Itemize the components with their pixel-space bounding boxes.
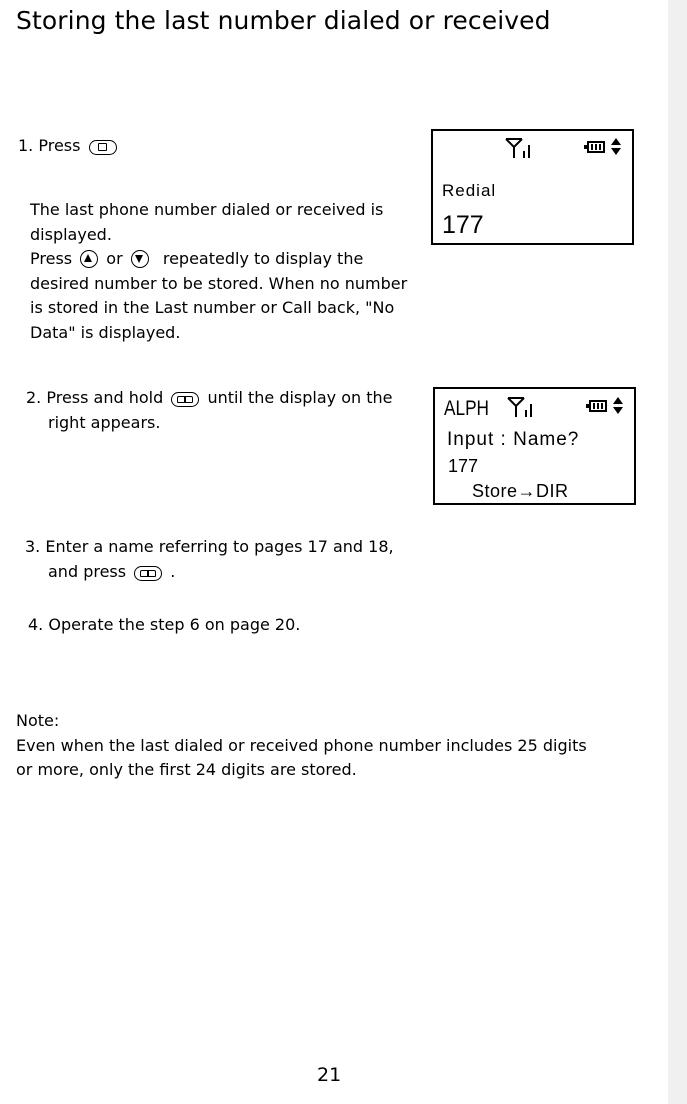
- press-label: Press: [30, 249, 73, 268]
- lcd-line-1: Input : Name?: [447, 429, 580, 450]
- note-line: Even when the last dialed or received phone number includes 25 digits: [16, 735, 587, 755]
- page-edge: [668, 0, 687, 1104]
- scroll-arrows-icon: [613, 397, 623, 415]
- lcd-line-2: 177: [448, 456, 479, 476]
- lcd-mode: ALPH: [444, 397, 489, 420]
- scroll-arrows-icon: [611, 138, 621, 156]
- phonebook-key-icon: [171, 392, 199, 407]
- note: [16, 709, 587, 783]
- desc-line: is stored in the Last number or Call back, "No: [30, 298, 395, 317]
- lcd-line-3: Store→DIR: [472, 481, 569, 501]
- step-3: [25, 535, 394, 584]
- lcd-display-redial: [431, 129, 634, 245]
- lcd-display-input-name: [433, 387, 636, 505]
- step-2: [26, 386, 393, 435]
- step-2-line-2: right appears.: [48, 412, 161, 432]
- desc-line: desired number to be stored. When no number: [30, 273, 408, 293]
- step-1: [18, 134, 120, 159]
- repeat-text: repeatedly to display the: [162, 249, 364, 268]
- page-number: 21: [317, 1064, 342, 1086]
- down-arrow-key-icon: [131, 250, 149, 268]
- step-1-description: [30, 198, 407, 345]
- up-arrow-key-icon: [80, 250, 98, 268]
- or-label: or: [106, 249, 123, 268]
- redial-key-icon: [89, 140, 117, 155]
- lcd-line-1: Redial: [442, 181, 497, 200]
- signal-strength-icon: [505, 137, 535, 159]
- battery-icon: [589, 400, 607, 412]
- battery-icon: [587, 141, 605, 153]
- signal-strength-icon: [507, 396, 537, 418]
- desc-line: Data" is displayed.: [30, 322, 181, 342]
- step-2-suffix: until the display on the: [207, 388, 393, 407]
- step-4: 4. Operate the step 6 on page 20.: [28, 615, 301, 634]
- phonebook-key-icon: [134, 566, 162, 581]
- scroll-instruction: [30, 247, 407, 272]
- note-label: Note:: [16, 711, 60, 730]
- step-3-prefix: and press: [48, 561, 127, 581]
- step-1-prefix: 1. Press: [18, 136, 81, 155]
- lcd-line-2: 177: [442, 211, 484, 239]
- step-2-prefix: 2. Press and hold: [26, 388, 164, 407]
- note-line: or more, only the first 24 digits are stored.: [16, 760, 357, 779]
- page-title: Storing the last number dialed or received: [16, 6, 551, 35]
- step-3-line-1: 3. Enter a name referring to pages 17 and 18,: [25, 537, 394, 556]
- desc-line: displayed.: [30, 224, 112, 244]
- step-3-suffix: .: [170, 561, 176, 581]
- desc-line: The last phone number dialed or received is: [30, 200, 384, 219]
